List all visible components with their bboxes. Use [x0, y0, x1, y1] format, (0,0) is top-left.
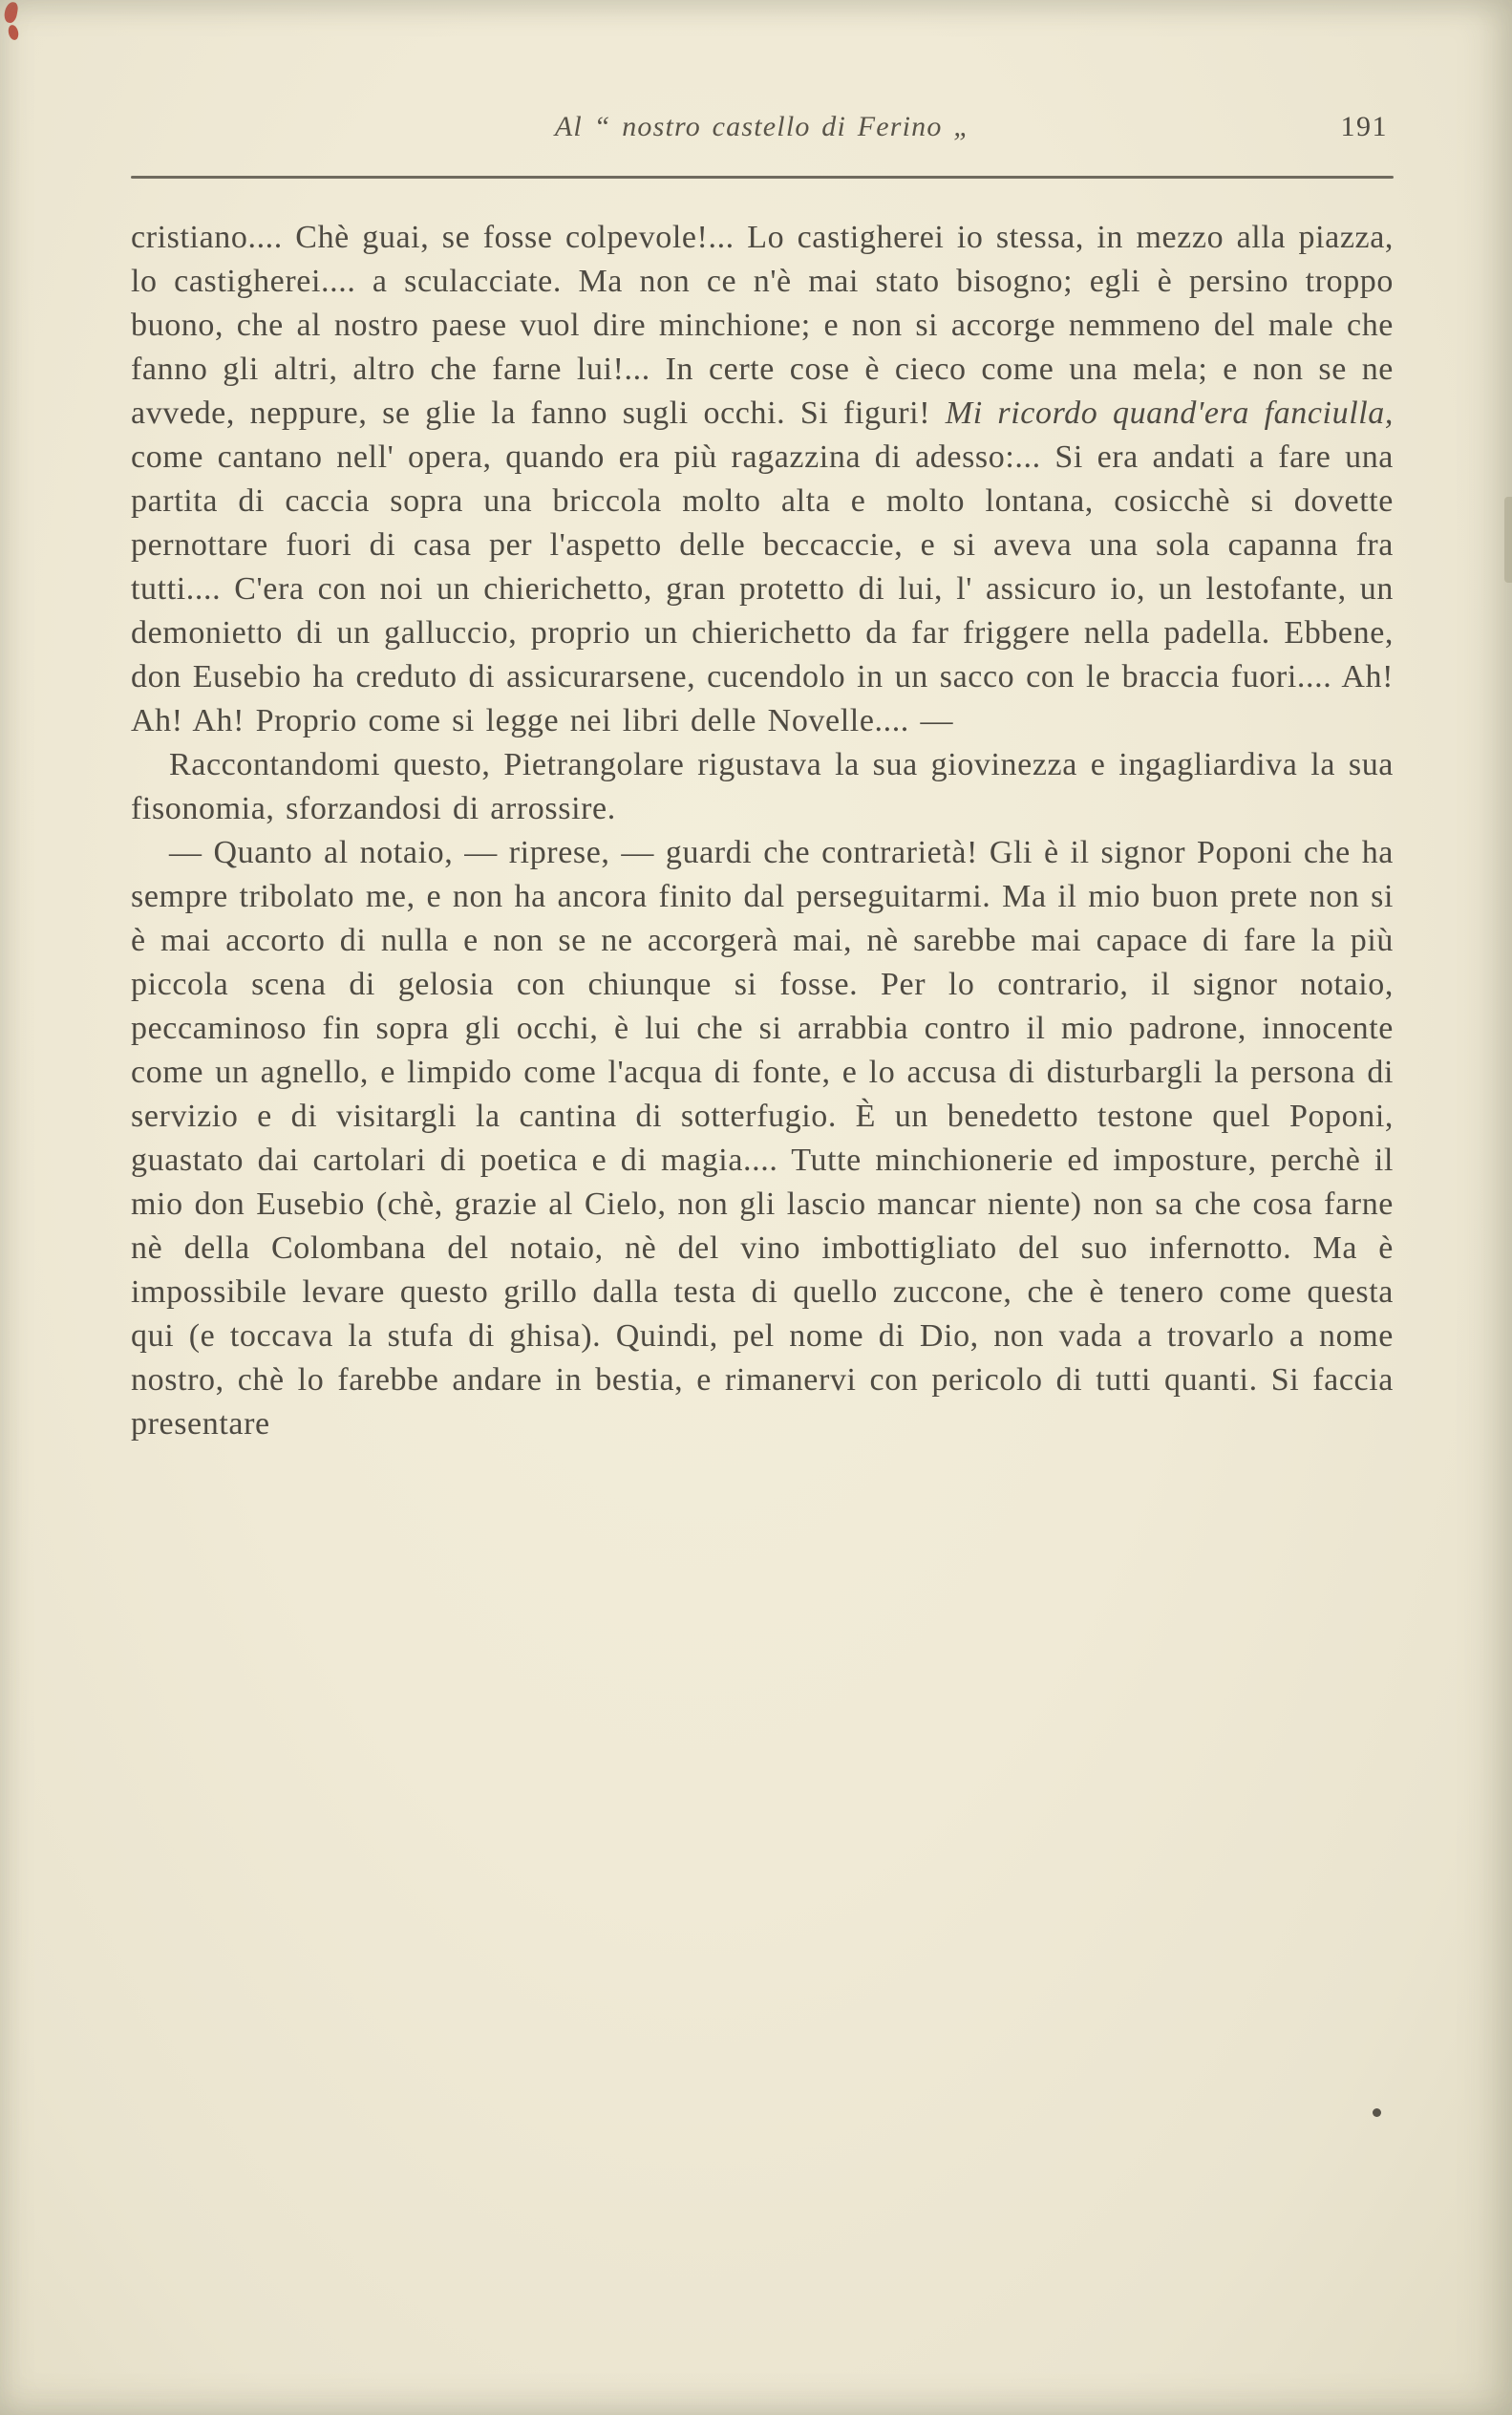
- page-body: [131, 216, 1394, 1446]
- paragraph-1: [131, 216, 1394, 743]
- header-rule: [131, 176, 1394, 179]
- scan-artifact-edge-smudge: [1504, 497, 1512, 583]
- page-number: 191: [1340, 111, 1388, 142]
- paragraph-3: — Quanto al notaio, — riprese, — guardi che contrarietà! Gli è il signor Poponi che ha sempre tribolato me, e non ha ancora finito dal perseguitarmi. Ma il mio buon prete non si è mai accorto di nulla e non se ne accorgerà mai, nè sarebbe mai capace di fare la più piccola scena di gelosia con chiunque si fosse. Per lo contrario, il signor notaio, peccaminoso fin sopra gli occhi, è lui che si arrabbia contro il mio padrone, innocente come un agnello, e limpido come l'acqua di fonte, e lo accusa di disturbargli la persona di servizio e di visitargli la cantina di sotterfugio. È un benedetto testone quel Poponi, guastato dai cartolari di poetica e di magia.... Tutte minchionerie ed imposture, perchè il mio don Eusebio (chè, grazie al Cielo, non gli lascio mancar niente) non sa che cosa farne nè della Colombana del notaio, nè del vino imbottigliato del suo infernotto. Ma è impossibile levare questo grillo dalla testa di quello zuccone, che è tenero come questa qui (e toccava la stufa di ghisa). Quindi, pel nome di Dio, non vada a trovarlo a nome nostro, chè lo farebbe andare in bestia, e rimanervi con pericolo di tutti quanti. Si faccia presentare: [131, 835, 1394, 1442]
- running-header: [134, 111, 1392, 151]
- scan-artifact-red-mark: [7, 24, 20, 41]
- running-title: Al “ nostro castello di Ferino „: [554, 111, 971, 142]
- paragraph-1-rest: come cantano nell' opera, quando era più ragazzina di adesso:... Si era andati a fare una partita di caccia sopra una briccola molto alta e molto lontana, cosicchè si dovette pernottare fuori di casa per l'aspetto delle beccaccie, e si aveva una sola capanna fra tutti.... C'era con noi un chierichetto, gran protetto di lui, l' assicuro io, un lestofante, un demonietto di un galluccio, proprio un chierichetto da far friggere nella padella. Ebbene, don Eusebio ha creduto di assicurarsene, cucendolo in un sacco con le braccia fuori.... Ah! Ah! Ah! Proprio come si legge nei libri delle Novelle.... —: [131, 439, 1394, 738]
- scan-artifact-red-mark: [3, 1, 19, 24]
- paragraph-2: Raccontandomi questo, Pietrangolare rigustava la sua giovinezza e ingagliardiva la sua fisonomia, sforzandosi di arrossire.: [131, 747, 1394, 826]
- paragraph-1-italic-phrase: Mi ricordo quand'era fanciulla,: [945, 395, 1394, 431]
- paragraph-1-lead: cristiano.... Chè guai, se fosse colpevole!... Lo castigherei io stessa, in mezzo alla piazza, lo castigherei.... a sculacciate. Ma non ce n'è mai stato bisogno; egli è persino troppo buono, che al nostro paese vuol dire minchione; e non si accorge nemmeno del male che fanno gli altri, altro che farne lui!... In certe cose è cieco come una mela; e non se ne avvede, neppure, se glie la fanno sugli occhi. Si figuri!: [131, 220, 1394, 431]
- scan-artifact-speck: [1373, 2108, 1381, 2117]
